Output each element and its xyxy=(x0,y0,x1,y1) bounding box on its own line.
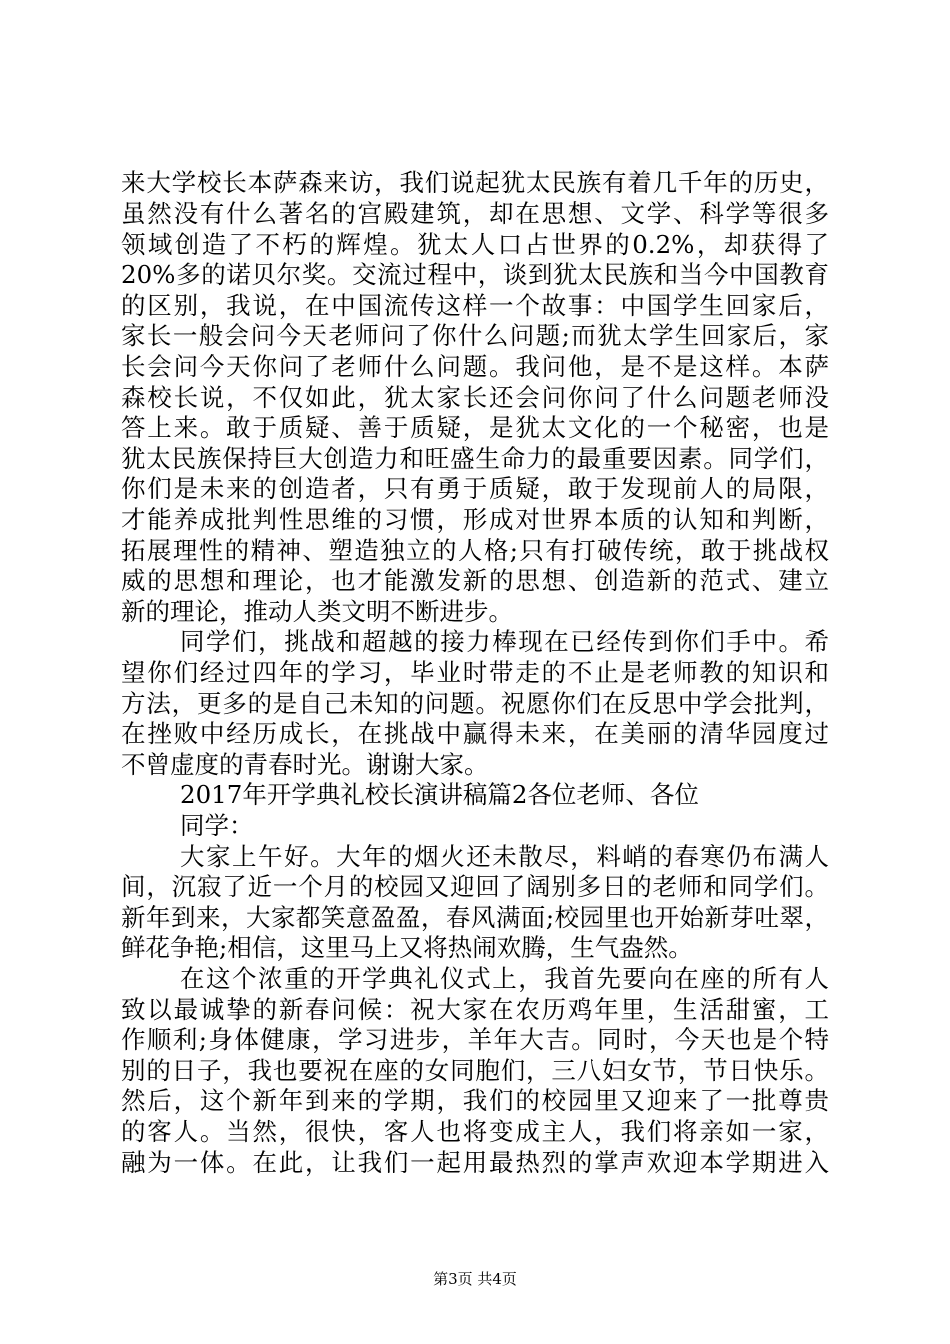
text-line-content: 的区别，我说，在中国流传这样一个故事：中国学生回家后， xyxy=(121,291,829,320)
text-line-content: 来大学校长本萨森来访，我们说起犹太民族有着几千年的历史， xyxy=(121,168,829,197)
text-line-content: 在挫败中经历成长，在挑战中赢得未来，在美丽的清华园度过 xyxy=(121,719,829,748)
text-line-content: 在这个浓重的开学典礼仪式上，我首先要向在座的所有人 xyxy=(180,964,829,993)
text-line-content: 威的思想和理论，也才能激发新的思想、创造新的范式、建立 xyxy=(121,566,829,595)
text-line-content: 作顺利;身体健康，学习进步，羊年大吉。同时，今天也是个特 xyxy=(121,1025,829,1054)
text-line-content: 才能养成批判性思维的习惯，形成对世界本质的认知和判断， xyxy=(121,505,829,534)
text-line-content: 答上来。敢于质疑、善于质疑，是犹太文化的一个秘密，也是 xyxy=(121,413,829,442)
text-line-content: 间，沉寂了近一个月的校园又迎回了阔别多日的老师和同学们。 xyxy=(121,872,829,901)
text-line-content: 别的日子，我也要祝在座的女同胞们，三八妇女节，节日快乐。 xyxy=(121,1056,829,1085)
text-line-content: 拓展理性的精神、塑造独立的人格;只有打破传统，敢于挑战权 xyxy=(121,536,829,565)
text-line-content: 家长一般会问今天老师问了你什么问题;而犹太学生回家后，家 xyxy=(121,321,829,350)
page-footer: 第3页 共4页 xyxy=(433,1270,517,1288)
text-line-content: 新的理论，推动人类文明不断进步。 xyxy=(121,597,513,626)
text-line-content: 同学： xyxy=(180,811,254,840)
text-line-content: 融为一体。在此，让我们一起用最热烈的掌声欢迎本学期进入 xyxy=(121,1148,829,1177)
text-line-content: 你们是未来的创造者，只有勇于质疑，敢于发现前人的局限， xyxy=(121,474,829,503)
text-line-content: 不曾虚度的青春时光。谢谢大家。 xyxy=(121,750,489,779)
text-line-content: 望你们经过四年的学习，毕业时带走的不止是老师教的知识和 xyxy=(121,658,829,687)
text-line-content: 致以最诚挚的新春问候：祝大家在农历鸡年里，生活甜蜜，工 xyxy=(121,995,829,1024)
text-line-content: 同学们，挑战和超越的接力棒现在已经传到你们手中。希 xyxy=(180,627,829,656)
text-line-content: 森校长说，不仅如此，犹太家长还会问你问了什么问题老师没 xyxy=(121,383,829,412)
text-line-content: 虽然没有什么著名的宫殿建筑，却在思想、文学、科学等很多 xyxy=(121,199,829,228)
text-line-content: 长会问今天你问了老师什么问题。我问他，是不是这样。本萨 xyxy=(121,352,829,381)
text-line-content: 鲜花争艳;相信，这里马上又将热闹欢腾，生气盎然。 xyxy=(121,933,693,962)
text-line-content: 方法，更多的是自己未知的问题。祝愿你们在反思中学会批判， xyxy=(121,689,829,718)
text-line-content: 2017年开学典礼校长演讲稿篇2各位老师、各位 xyxy=(180,780,699,809)
text-line-content: 大家上午好。大年的烟火还未散尽，料峭的春寒仍布满人 xyxy=(180,842,829,871)
text-line-content: 20%多的诺贝尔奖。交流过程中，谈到犹太民族和当今中国教育 xyxy=(121,260,829,289)
text-line-content: 然后，这个新年到来的学期，我们的校园里又迎来了一批尊贵 xyxy=(121,1086,829,1115)
text-line-content: 新年到来，大家都笑意盈盈，春风满面;校园里也开始新芽吐翠， xyxy=(121,903,829,932)
text-line-content: 的客人。当然，很快，客人也将变成主人，我们将亲如一家， xyxy=(121,1117,829,1146)
text-line-content: 领域创造了不朽的辉煌。犹太人口占世界的0.2%，却获得了 xyxy=(121,230,829,259)
text-line-content: 犹太民族保持巨大创造力和旺盛生命力的最重要因素。同学们， xyxy=(121,444,829,473)
